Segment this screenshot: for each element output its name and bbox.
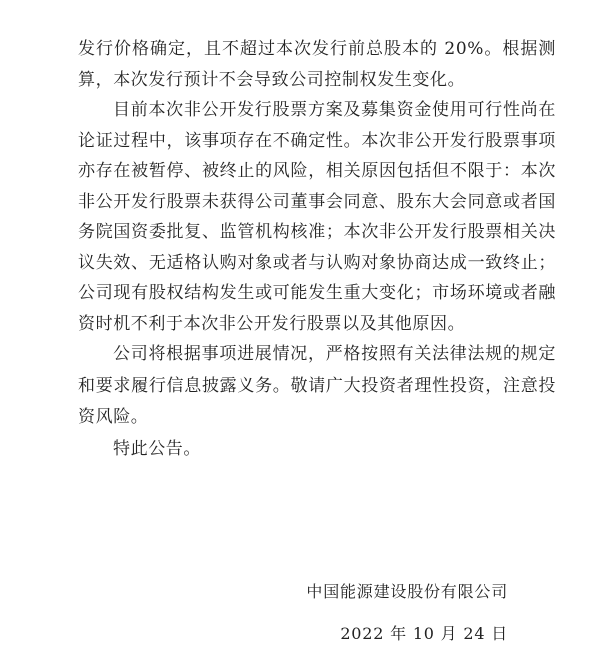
paragraph-issuance-price: 发行价格确定，且不超过本次发行前总股本的 20%。根据测算，本次发行预计不会导致公司控制权发生变化。 bbox=[78, 39, 556, 90]
signature-block bbox=[306, 574, 508, 652]
paragraph-disclosure-obligation: 公司将根据事项进展情况，严格按照有关法律法规的规定和要求履行信息披露义务。敬请广大投资者理性投资，注意投资风险。 bbox=[78, 344, 556, 427]
paragraph-closing-announcement: 特此公告。 bbox=[113, 438, 201, 459]
announcement-body bbox=[78, 34, 556, 464]
paragraph-uncertainty-risk: 目前本次非公开发行股票方案及募集资金使用可行性尚在论证过程中，该事项存在不确定性。本次非公开发行股票事项亦存在被暂停、被终止的风险，相关原因包括但不限于：本次非公开发行股票未获得公司董事会同意、股东大会同意或者国务院国资委批复、监管机构核准；本次非公开发行股票相关决议失效、无适格认购对象或者与认购对象协商达成一致终止；公司现有股权结构发生或可能发生重大变化；市场环境或者融资时机不利于本次非公开发行股票以及其他原因。 bbox=[78, 100, 556, 334]
signature-company: 中国能源建设股份有限公司 bbox=[306, 582, 508, 601]
signature-date: 2022 年 10 月 24 日 bbox=[340, 624, 508, 643]
